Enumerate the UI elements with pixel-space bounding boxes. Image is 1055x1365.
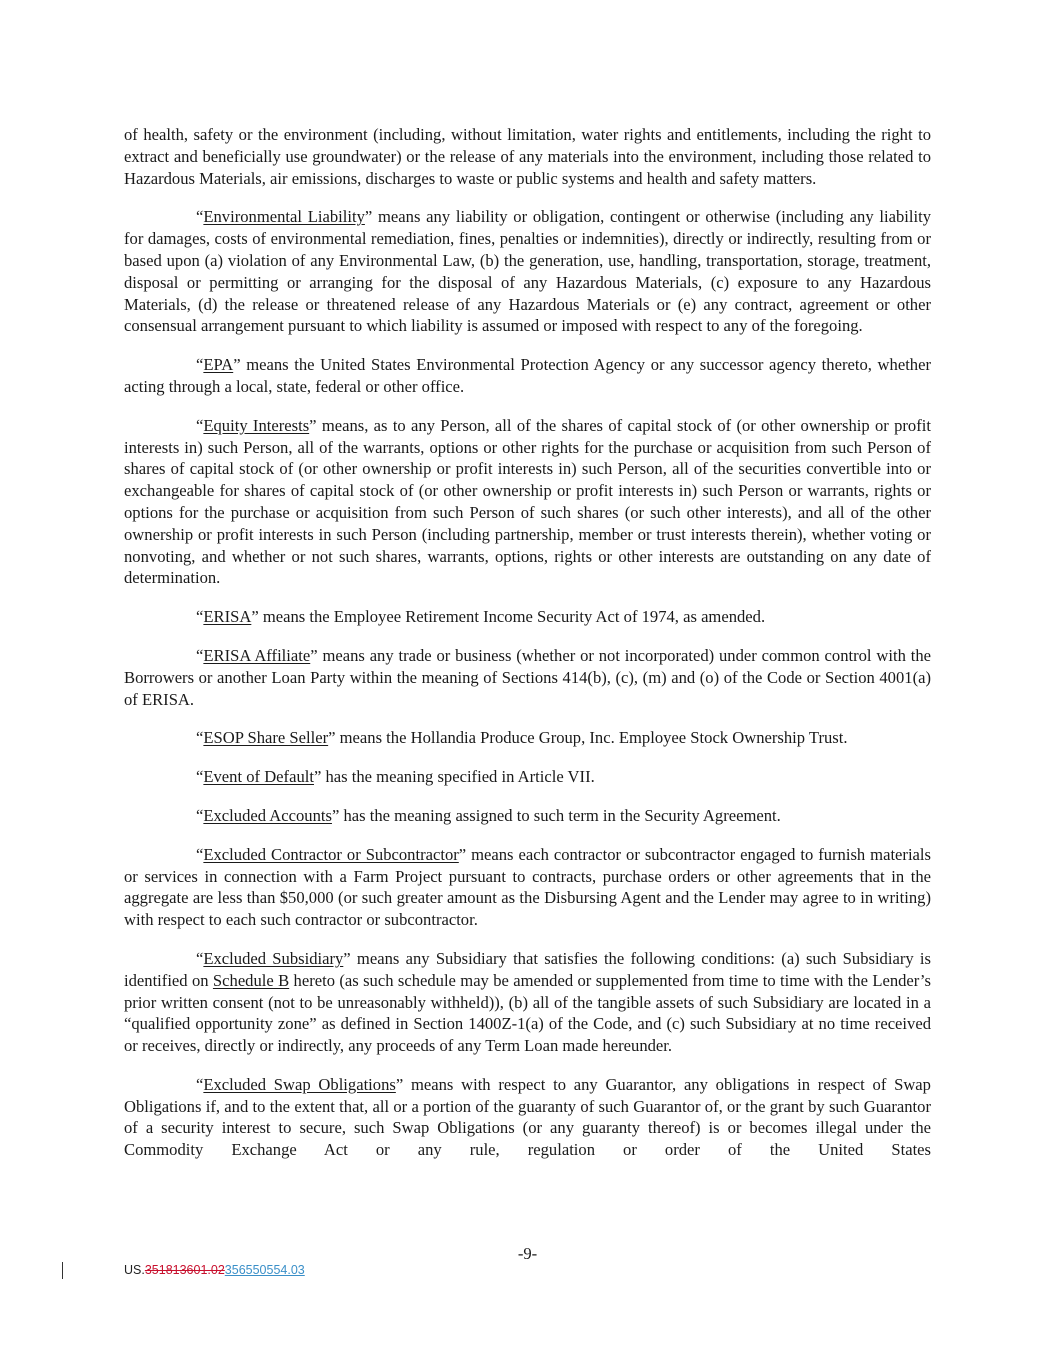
defined-term: ERISA bbox=[203, 607, 252, 627]
document-page bbox=[124, 124, 931, 1161]
page-number: -9- bbox=[517, 1244, 538, 1263]
definition-event-of-default: “Event of Default” has the meaning specified in Article VII. bbox=[196, 767, 595, 787]
doc-id-deleted-revision: 351813601.02 bbox=[144, 1263, 225, 1277]
document-id bbox=[124, 1263, 305, 1277]
defined-term: Equity Interests bbox=[203, 415, 310, 435]
definition-text: ” means, as to any Person, all of the shares of capital stock of (or other ownership or profit interests in) such Person, all of the warrants, options or other rights for the purchase or acquisition from such Person of shares of capital stock of (or other ownership or profit interests in) such Person, all of the securities convertible into or exchangeable for shares of capital stock of (or other ownership or profit interests in) such Person or warrants, rights or options for the purchase or acquisition from such Person of such shares (or such other interests), and all of the other ownership or profit interests in such Person (including partnership, member or trust interests therein), whether voting or nonvoting, and whether or not such shares, warrants, options, rights or other interests are outstanding on any date of determination. bbox=[124, 415, 931, 588]
definition-erisa-affiliate: “ERISA Affiliate” means any trade or business (whether or not incorporated) under common control with the Borrowers or another Loan Party within the meaning of Sections 414(b), (c), (m) and (o) of the Code or Section 4001(a) of ERISA. bbox=[124, 645, 931, 709]
defined-term: ESOP Share Seller bbox=[203, 728, 329, 748]
definition-text: ” means with respect to any Guarantor, any obligations in respect of Swap Obligations if, and to the extent that, all or a portion of the guaranty of such Guarantor of, or the grant by such Guarantor of a security interest to secure, such Swap Obligations (or any guaranty thereof) is or becomes illegal under the Commodity Exchange Act or any rule, regulation or order of the United States bbox=[124, 1074, 931, 1160]
definition-excluded-subsidiary: “Excluded Subsidiary” means any Subsidiary that satisfies the following conditions: (a) such Subsidiary is identified on Schedule B hereto (as such schedule may be amended or supplemented from time to time with the Lender’s prior written consent (not to be unreasonably withheld)), (b) all of the tangible assets of such Subsidiary are located in a “qualified opportunity zone” as defined in Section 1400Z-1(a) of the Code, and (c) such Subsidiary at no time received or receives, directly or indirectly, any proceeds of any Term Loan made hereunder. bbox=[124, 948, 932, 1056]
defined-term: Excluded Accounts bbox=[203, 805, 332, 825]
definition-text: ” means each contractor or subcontractor engaged to furnish materials or services in connection with a Farm Project pursuant to contracts, purchase orders or other agreements that in the aggregate are less than $50,000 (or such greater amount as the Disbursing Agent and the Lender may agree to in writing) with respect to each such contractor or subcontractor. bbox=[124, 844, 931, 930]
doc-id-inserted-revision: 356550554.03 bbox=[224, 1263, 305, 1277]
definition-text: ” means the United States Environmental Protection Agency or any successor agency thereto, whether acting through a local, state, federal or other office. bbox=[124, 355, 931, 396]
defined-term: Excluded Contractor or Subcontractor bbox=[203, 844, 459, 864]
doc-id-prefix: US. bbox=[124, 1263, 145, 1277]
defined-term: Excluded Swap Obligations bbox=[203, 1074, 396, 1094]
definition-epa: “EPA” means the United States Environmental Protection Agency or any successor agency thereto, whether acting through a local, state, federal or other office. bbox=[124, 355, 931, 396]
revision-change-bar bbox=[62, 1262, 63, 1279]
definition-excluded-contractor: “Excluded Contractor or Subcontractor” means each contractor or subcontractor engaged to furnish materials or services in connection with a Farm Project pursuant to contracts, purchase orders or other agreements that in the aggregate are less than $50,000 (or such greater amount as the Disbursing Agent and the Lender may agree to in writing) with respect to each such contractor or subcontractor. bbox=[124, 844, 931, 930]
definition-erisa: “ERISA” means the Employee Retirement Income Security Act of 1974, as amended. bbox=[196, 607, 766, 627]
paragraph-environmental-law-continued bbox=[124, 124, 931, 189]
definition-text: ” means any trade or business (whether or not incorporated) under common control with the Borrowers or another Loan Party within the meaning of Sections 414(b), (c), (m) and (o) of the Code or Section 4001(a) of ERISA. bbox=[124, 645, 931, 709]
definition-text: ” has the meaning assigned to such term in the Security Agreement. bbox=[331, 805, 781, 825]
definition-environmental-liability: “Environmental Liability” means any liability or obligation, contingent or otherwise (including any liability for damages, costs of environmental remediation, fines, penalties or indemnities), directly or indirectly, resulting from or based upon (a) violation of any Environmental Law, (b) the generation, use, handling, transportation, storage, treatment, disposal or permitting or arranging for the disposal of any Hazardous Materials, (c) exposure to any Hazardous Materials, (d) the release or threatened release of any Hazardous Materials or (e) any contract, agreement or other consensual arrangement pursuant to which liability is assumed or imposed with respect to any of the foregoing. bbox=[124, 207, 931, 336]
defined-term: EPA bbox=[203, 355, 234, 375]
definition-text: ” has the meaning specified in Article VII. bbox=[313, 767, 595, 787]
paragraph-text: of health, safety or the environment (including, without limitation, water rights and entitlements, including the right to extract and beneficially use groundwater) or the release of any materials into the environment, including those related to Hazardous Materials, air emissions, discharges to waste or public systems and health and safety matters. bbox=[124, 125, 931, 188]
defined-term: ERISA Affiliate bbox=[203, 645, 311, 665]
definition-text: ” means any Subsidiary that satisfies the following conditions: (a) such Subsidiary is identified on bbox=[124, 948, 931, 990]
definition-text: ” means the Hollandia Produce Group, Inc. Employee Stock Ownership Trust. bbox=[328, 728, 848, 748]
definition-text: hereto (as such schedule may be amended or supplemented from time to time with the Lender’s prior written consent (not to be unreasonably withheld)), (b) all of the tangible assets of such Subsidiary are located in a “qualified opportunity zone” as defined in Section 1400Z-1(a) of the Code, and (c) such Subsidiary at no time received or receives, directly or indirectly, any proceeds of any Term Loan made hereunder. bbox=[124, 970, 932, 1056]
definition-esop-share-seller: “ESOP Share Seller” means the Hollandia Produce Group, Inc. Employee Stock Ownership Trust. bbox=[196, 728, 848, 748]
definition-excluded-swap-obligations: “Excluded Swap Obligations” means with respect to any Guarantor, any obligations in respect of Swap Obligations if, and to the extent that, all or a portion of the guaranty of such Guarantor of, or the grant by such Guarantor of a security interest to secure, such Swap Obligations (or any guaranty thereof) is or becomes illegal under the Commodity Exchange Act or any rule, regulation or order of the United States bbox=[124, 1074, 931, 1160]
definition-text: ” means the Employee Retirement Income Security Act of 1974, as amended. bbox=[251, 607, 766, 627]
defined-term: Excluded Subsidiary bbox=[203, 948, 344, 968]
definition-excluded-accounts: “Excluded Accounts” has the meaning assigned to such term in the Security Agreement. bbox=[196, 805, 781, 825]
defined-term: Environmental Liability bbox=[203, 207, 365, 227]
defined-term: Event of Default bbox=[203, 767, 314, 787]
schedule-b-reference: Schedule B bbox=[212, 970, 290, 990]
definition-equity-interests: “Equity Interests” means, as to any Person, all of the shares of capital stock of (or other ownership or profit interests in) such Person, all of the warrants, options or other rights for the purchase or acquisition from such Person of shares of capital stock of (or other ownership or profit interests in) such Person, all of the securities convertible into or exchangeable for shares of capital stock of (or other ownership or profit interests in) such Person or warrants, rights or options for the purchase or acquisition from such Person of such shares (or such other interests), and all of the other ownership or profit interests in such Person (including partnership, member or trust interests therein), whether voting or nonvoting, and whether or not such shares, warrants, options, rights or other interests are outstanding on any date of determination. bbox=[124, 415, 931, 588]
definition-text: ” means any liability or obligation, contingent or otherwise (including any liability for damages, costs of environmental remediation, fines, penalties or indemnities), directly or indirectly, resulting from or based upon (a) violation of any Environmental Law, (b) the generation, use, handling, transportation, storage, treatment, disposal or permitting or arranging for the disposal of any Hazardous Materials, (c) exposure to any Hazardous Materials, (d) the release or threatened release of any Hazardous Materials or (e) any contract, agreement or other consensual arrangement pursuant to which liability is assumed or imposed with respect to any of the foregoing. bbox=[124, 207, 931, 336]
